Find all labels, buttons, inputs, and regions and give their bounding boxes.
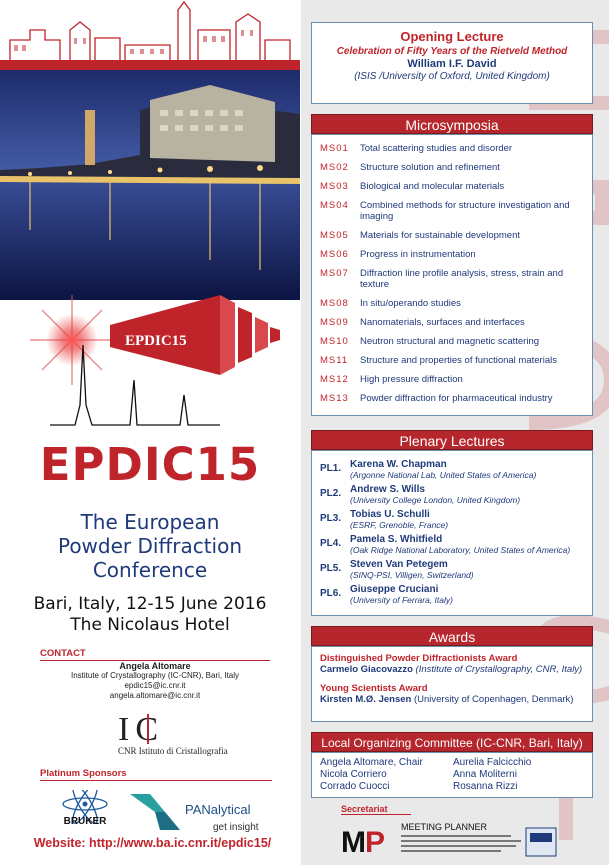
- awards-box: [311, 646, 593, 722]
- venue-hotel: The Nicolaus Hotel: [70, 615, 230, 635]
- ms-label: In situ/operando studies: [360, 298, 461, 309]
- ms-label: Combined methods for structure investigation and imaging: [360, 200, 570, 222]
- pl-name: Andrew S. Wills: [350, 484, 425, 495]
- ms-label: High pressure diffraction: [360, 374, 463, 385]
- pl-name: Tobias U. Schulli: [350, 509, 430, 520]
- award-title: Young Scientists Award: [320, 683, 428, 694]
- ms-label: Powder diffraction for pharmaceutical industry: [360, 393, 553, 404]
- contact-name: Angela Altomare: [119, 661, 191, 671]
- ms-code: MS10: [320, 336, 349, 347]
- award-recipient: [320, 694, 586, 705]
- pl-name: Giuseppe Cruciani: [350, 584, 439, 595]
- ms-code: MS12: [320, 374, 349, 385]
- loc-member: Anna Moliterni: [453, 769, 517, 780]
- contact-email[interactable]: angela.altomare@ic.cnr.it: [109, 691, 201, 700]
- contact-email[interactable]: epdic15@ic.cnr.it: [124, 681, 186, 690]
- panalytical-text: PANalytical: [185, 802, 251, 817]
- panalytical-tagline: get insight: [213, 822, 259, 833]
- ms-code: MS04: [320, 200, 349, 211]
- award-name: Kirsten M.Ø. Jensen: [320, 694, 412, 705]
- plenary-header: Plenary Lectures: [311, 430, 593, 450]
- pl-affiliation: (University College London, United Kingdom): [350, 495, 521, 505]
- ms-code: MS09: [320, 317, 349, 328]
- plenary-list: [311, 450, 593, 616]
- ms-code: MS07: [320, 268, 349, 279]
- pl-code: PL3.: [320, 513, 342, 524]
- sponsors-header: Platinum Sponsors: [40, 768, 272, 781]
- opening-title: Opening Lecture: [400, 29, 504, 44]
- loc-box: [311, 752, 593, 798]
- ms-label: Nanomaterials, surfaces and interfaces: [360, 317, 525, 328]
- bruker-logo: [45, 790, 125, 830]
- ms-label: Progress in instrumentation: [360, 249, 476, 260]
- pl-code: PL5.: [320, 563, 342, 574]
- ic-logo-text: IC: [118, 711, 164, 748]
- award-recipient: [320, 664, 586, 675]
- opening-lecture-box: [311, 22, 593, 104]
- list-item: [320, 298, 586, 309]
- ms-code: MS06: [320, 249, 349, 260]
- pl-code: PL4.: [320, 538, 342, 549]
- bruker-text: BRUKER: [63, 816, 107, 827]
- pl-code: PL1.: [320, 463, 342, 474]
- list-item: [320, 374, 586, 385]
- list-item: [320, 355, 586, 366]
- list-item: [320, 317, 586, 328]
- bari-waterfront-photo: [0, 70, 300, 300]
- contact-institute: Institute of Crystallography (IC-CNR), Bari, Italy: [70, 671, 240, 680]
- ms-code: MS08: [320, 298, 349, 309]
- list-item: [320, 181, 586, 192]
- left-column: [0, 0, 300, 865]
- opening-speaker: William I.F. David: [407, 58, 497, 70]
- ms-code: MS01: [320, 143, 349, 154]
- venue-date: Bari, Italy, 12-15 June 2016: [33, 594, 267, 614]
- microsymposia-header: Microsymposia: [311, 114, 593, 134]
- microsymposia-list: [311, 134, 593, 416]
- list-item: [320, 249, 586, 260]
- list-item: [320, 559, 586, 580]
- logo-label: EPDIC15: [125, 333, 187, 349]
- list-item: [320, 143, 586, 154]
- website-link[interactable]: Website: http://www.ba.ic.cnr.it/epdic15/: [33, 836, 272, 850]
- list-item: [320, 509, 586, 530]
- loc-member: Nicola Corriero: [320, 769, 387, 780]
- venue: [0, 594, 300, 636]
- list-item: [320, 393, 586, 404]
- list-item: [320, 162, 586, 173]
- pl-code: PL2.: [320, 488, 342, 499]
- epdic-logo-graphic: [20, 285, 285, 430]
- ms-label: Materials for sustainable development: [360, 230, 521, 241]
- conference-line: The European: [80, 510, 220, 534]
- ms-code: MS02: [320, 162, 349, 173]
- list-item: [320, 534, 586, 555]
- pl-code: PL6.: [320, 588, 342, 599]
- award-name: Carmelo Giacovazzo: [320, 664, 413, 675]
- conference-name: [0, 510, 300, 582]
- panalytical-logo: [125, 792, 275, 836]
- ms-label: Biological and molecular materials: [360, 181, 505, 192]
- secretariat-company: MEETING PLANNER: [401, 822, 488, 832]
- contact-section: [40, 648, 270, 701]
- opening-subtitle: Celebration of Fifty Years of the Rietveld Method: [336, 46, 568, 57]
- list-item: [320, 268, 586, 290]
- pl-name: Pamela S. Whitfield: [350, 534, 443, 545]
- conference-line: Conference: [92, 558, 208, 582]
- meeting-planner-logo: [341, 818, 561, 862]
- list-item: [320, 230, 586, 241]
- pl-affiliation: (Oak Ridge National Laboratory, United States of America): [350, 545, 571, 555]
- loc-column: [453, 757, 586, 797]
- ms-code: MS13: [320, 393, 349, 404]
- ic-cnr-logo: [118, 708, 258, 758]
- ms-code: MS03: [320, 181, 349, 192]
- svg-text:P: P: [365, 826, 386, 859]
- sponsors-section: [40, 768, 272, 781]
- ms-label: Neutron structural and magnetic scattering: [360, 336, 540, 347]
- loc-member: Rosanna Rizzi: [453, 781, 518, 792]
- ms-code: MS05: [320, 230, 349, 241]
- list-item: [320, 200, 586, 222]
- loc-header: Local Organizing Committee (IC-CNR, Bari, Italy): [311, 732, 593, 752]
- ms-label: Diffraction line profile analysis, stress, strain and texture: [360, 268, 564, 290]
- ms-label: Structure solution and refinement: [360, 162, 500, 173]
- pl-affiliation: (University of Ferrara, Italy): [350, 595, 453, 605]
- list-item: [320, 484, 586, 505]
- secretariat-section: [341, 804, 571, 815]
- list-item: [320, 584, 586, 605]
- pl-affiliation: (SINQ-PSI, Villigen, Switzerland): [350, 570, 474, 580]
- right-column: [301, 0, 609, 865]
- ms-label: Total scattering studies and disorder: [360, 143, 513, 154]
- contact-header: CONTACT: [40, 648, 270, 661]
- award-title: Distinguished Powder Diffractionists Award: [320, 653, 518, 664]
- conference-line: Powder Diffraction: [57, 534, 243, 558]
- ms-code: MS11: [320, 355, 349, 366]
- loc-member: Corrado Cuocci: [320, 781, 390, 792]
- award-affiliation: (University of Copenhagen, Denmark): [411, 694, 574, 705]
- pl-affiliation: (ESRF, Grenoble, France): [350, 520, 449, 530]
- awards-header: Awards: [311, 626, 593, 646]
- svg-text:M: M: [341, 826, 366, 859]
- loc-member: Angela Altomare, Chair: [320, 757, 423, 768]
- pl-name: Steven Van Petegem: [350, 559, 448, 570]
- list-item: [320, 336, 586, 347]
- award-affiliation: (Institute of Crystallography, CNR, Italy): [412, 664, 583, 675]
- loc-column: [320, 757, 453, 797]
- list-item: [320, 459, 586, 480]
- page-title: EPDIC15: [39, 438, 261, 491]
- loc-member: Aurelia Falcicchio: [453, 757, 532, 768]
- secretariat-header: Secretariat: [341, 804, 411, 815]
- opening-affiliation: (ISIS /University of Oxford, United Kingdom): [354, 71, 550, 82]
- ic-logo-sub: CNR Istituto di Cristallografia: [118, 746, 228, 756]
- pl-affiliation: (Argonne National Lab, United States of America): [350, 470, 537, 480]
- skyline-illustration: [0, 0, 300, 70]
- pl-name: Karena W. Chapman: [350, 459, 447, 470]
- ms-label: Structure and properties of functional materials: [360, 355, 557, 366]
